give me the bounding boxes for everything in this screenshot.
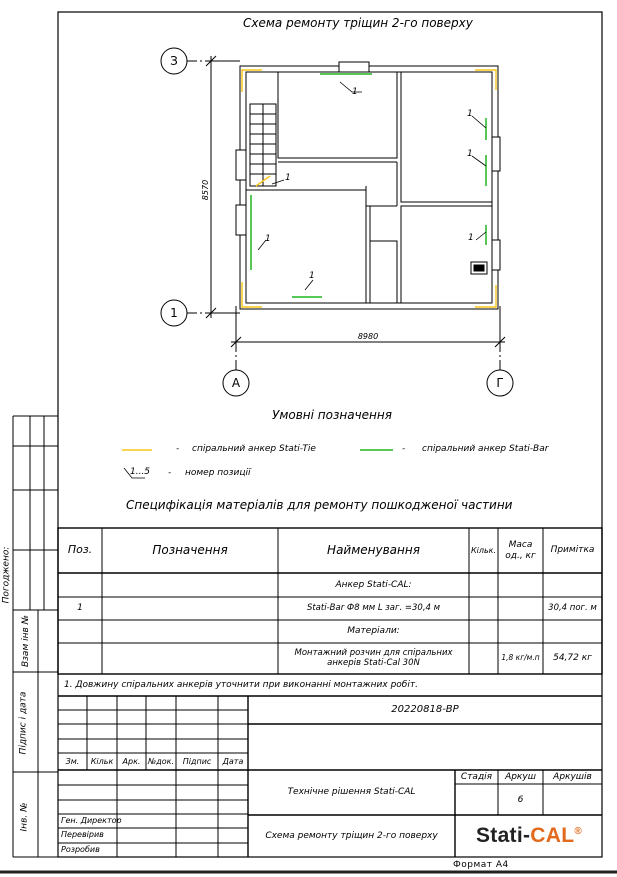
pos-mark: 1 bbox=[265, 234, 271, 244]
stamp-stage-label: Стадія bbox=[460, 771, 493, 782]
col-header-mass: Маса од., кг bbox=[505, 540, 536, 561]
stamp-col-sign: Підпис bbox=[182, 756, 212, 766]
legend-title: Умовні позначення bbox=[272, 408, 392, 422]
axis-label-3: З bbox=[170, 54, 178, 68]
spec-title: Специфікація матеріалів для ремонту пошкодженої частини bbox=[126, 498, 513, 512]
legend-pos-mark: 1...5 bbox=[130, 467, 151, 477]
dim-horizontal-text: 8980 bbox=[357, 332, 379, 341]
legend-bar-label: спіральний анкер Stati-Bar bbox=[422, 444, 549, 454]
row2-note: 54,72 кг bbox=[553, 653, 592, 664]
format-label: Формат А4 bbox=[453, 860, 509, 870]
dim-vertical-text: 8570 bbox=[201, 179, 210, 201]
col-header-name: Найменування bbox=[327, 542, 420, 557]
inv-vzam-label: Взам інв № bbox=[21, 614, 32, 668]
spec-footnote: 1. Довжину спіральних анкерів уточнити при виконанні монтажних робіт. bbox=[64, 680, 418, 690]
legend-tie-label: спіральний анкер Stati-Tie bbox=[192, 444, 316, 454]
col-header-note: Примітка bbox=[550, 545, 595, 556]
col-header-qty: Кільк. bbox=[470, 545, 497, 555]
pos-mark: 1 bbox=[467, 109, 473, 119]
legend-pos-label: номер позиції bbox=[185, 468, 251, 478]
stamp-sheet-value: 6 bbox=[517, 794, 524, 805]
spec-section-anchors: Анкер Stati-CAL: bbox=[335, 579, 412, 590]
stamp-sheet-label: Аркуш bbox=[505, 771, 536, 782]
stamp-col-doc: №док. bbox=[147, 756, 175, 766]
spec-section-materials: Матеріали: bbox=[347, 626, 400, 637]
legend-dash: - bbox=[176, 444, 180, 454]
stamp-col-date: Дата bbox=[222, 756, 244, 766]
pos-mark: 1 bbox=[352, 87, 358, 97]
stamp-project: Технічне рішення Stati-CAL bbox=[287, 787, 416, 798]
stamp-col-sheet: Арк. bbox=[122, 756, 141, 766]
inv-no-label: Інв. № bbox=[19, 802, 30, 832]
col-header-designation: Позначення bbox=[152, 542, 228, 557]
stamp-drawing-title: Схема ремонту тріщин 2-го поверху bbox=[265, 830, 438, 841]
stamp-code: 20220818-ВР bbox=[391, 704, 459, 716]
sign-date-label: Підпис і дата bbox=[18, 691, 29, 755]
pos-mark: 1 bbox=[285, 173, 291, 183]
row1-name: Stati-Bar Ф8 мм L заг. =30,4 м bbox=[306, 602, 441, 613]
row2-mass: 1,8 кг/м.п bbox=[501, 653, 540, 663]
stamp-role-director: Ген. Директор bbox=[61, 816, 122, 825]
axis-label-a: А bbox=[231, 376, 241, 390]
row1-note: 30,4 пог. м bbox=[548, 602, 597, 613]
stati-cal-logo bbox=[462, 820, 596, 852]
logo-text: Stati-CAL® bbox=[475, 824, 583, 847]
stamp-role-checked: Перевірив bbox=[61, 830, 104, 839]
stamp-col-zm: Зм. bbox=[65, 756, 80, 766]
plan-title: Схема ремонту тріщин 2-го поверху bbox=[243, 16, 473, 30]
stamp-role-developed: Розробив bbox=[61, 845, 100, 854]
pos-mark: 1 bbox=[467, 149, 473, 159]
axis-label-1: 1 bbox=[170, 306, 178, 320]
row2-name: Монтажний розчин для спіральних анкерів Stati-Cal 30N bbox=[294, 647, 453, 668]
axis-label-g: Г bbox=[496, 376, 504, 390]
stamp-sheets-label: Аркушів bbox=[553, 771, 592, 782]
row1-pos: 1 bbox=[77, 603, 83, 614]
legend-dash: - bbox=[168, 468, 172, 478]
agreed-label: Погоджено: bbox=[1, 546, 12, 604]
pos-mark: 1 bbox=[468, 233, 474, 243]
legend-dash: - bbox=[402, 444, 406, 454]
pos-mark: 1 bbox=[309, 271, 315, 281]
stamp-col-qty: Кільк bbox=[90, 756, 114, 766]
col-header-pos: Поз. bbox=[67, 543, 93, 557]
